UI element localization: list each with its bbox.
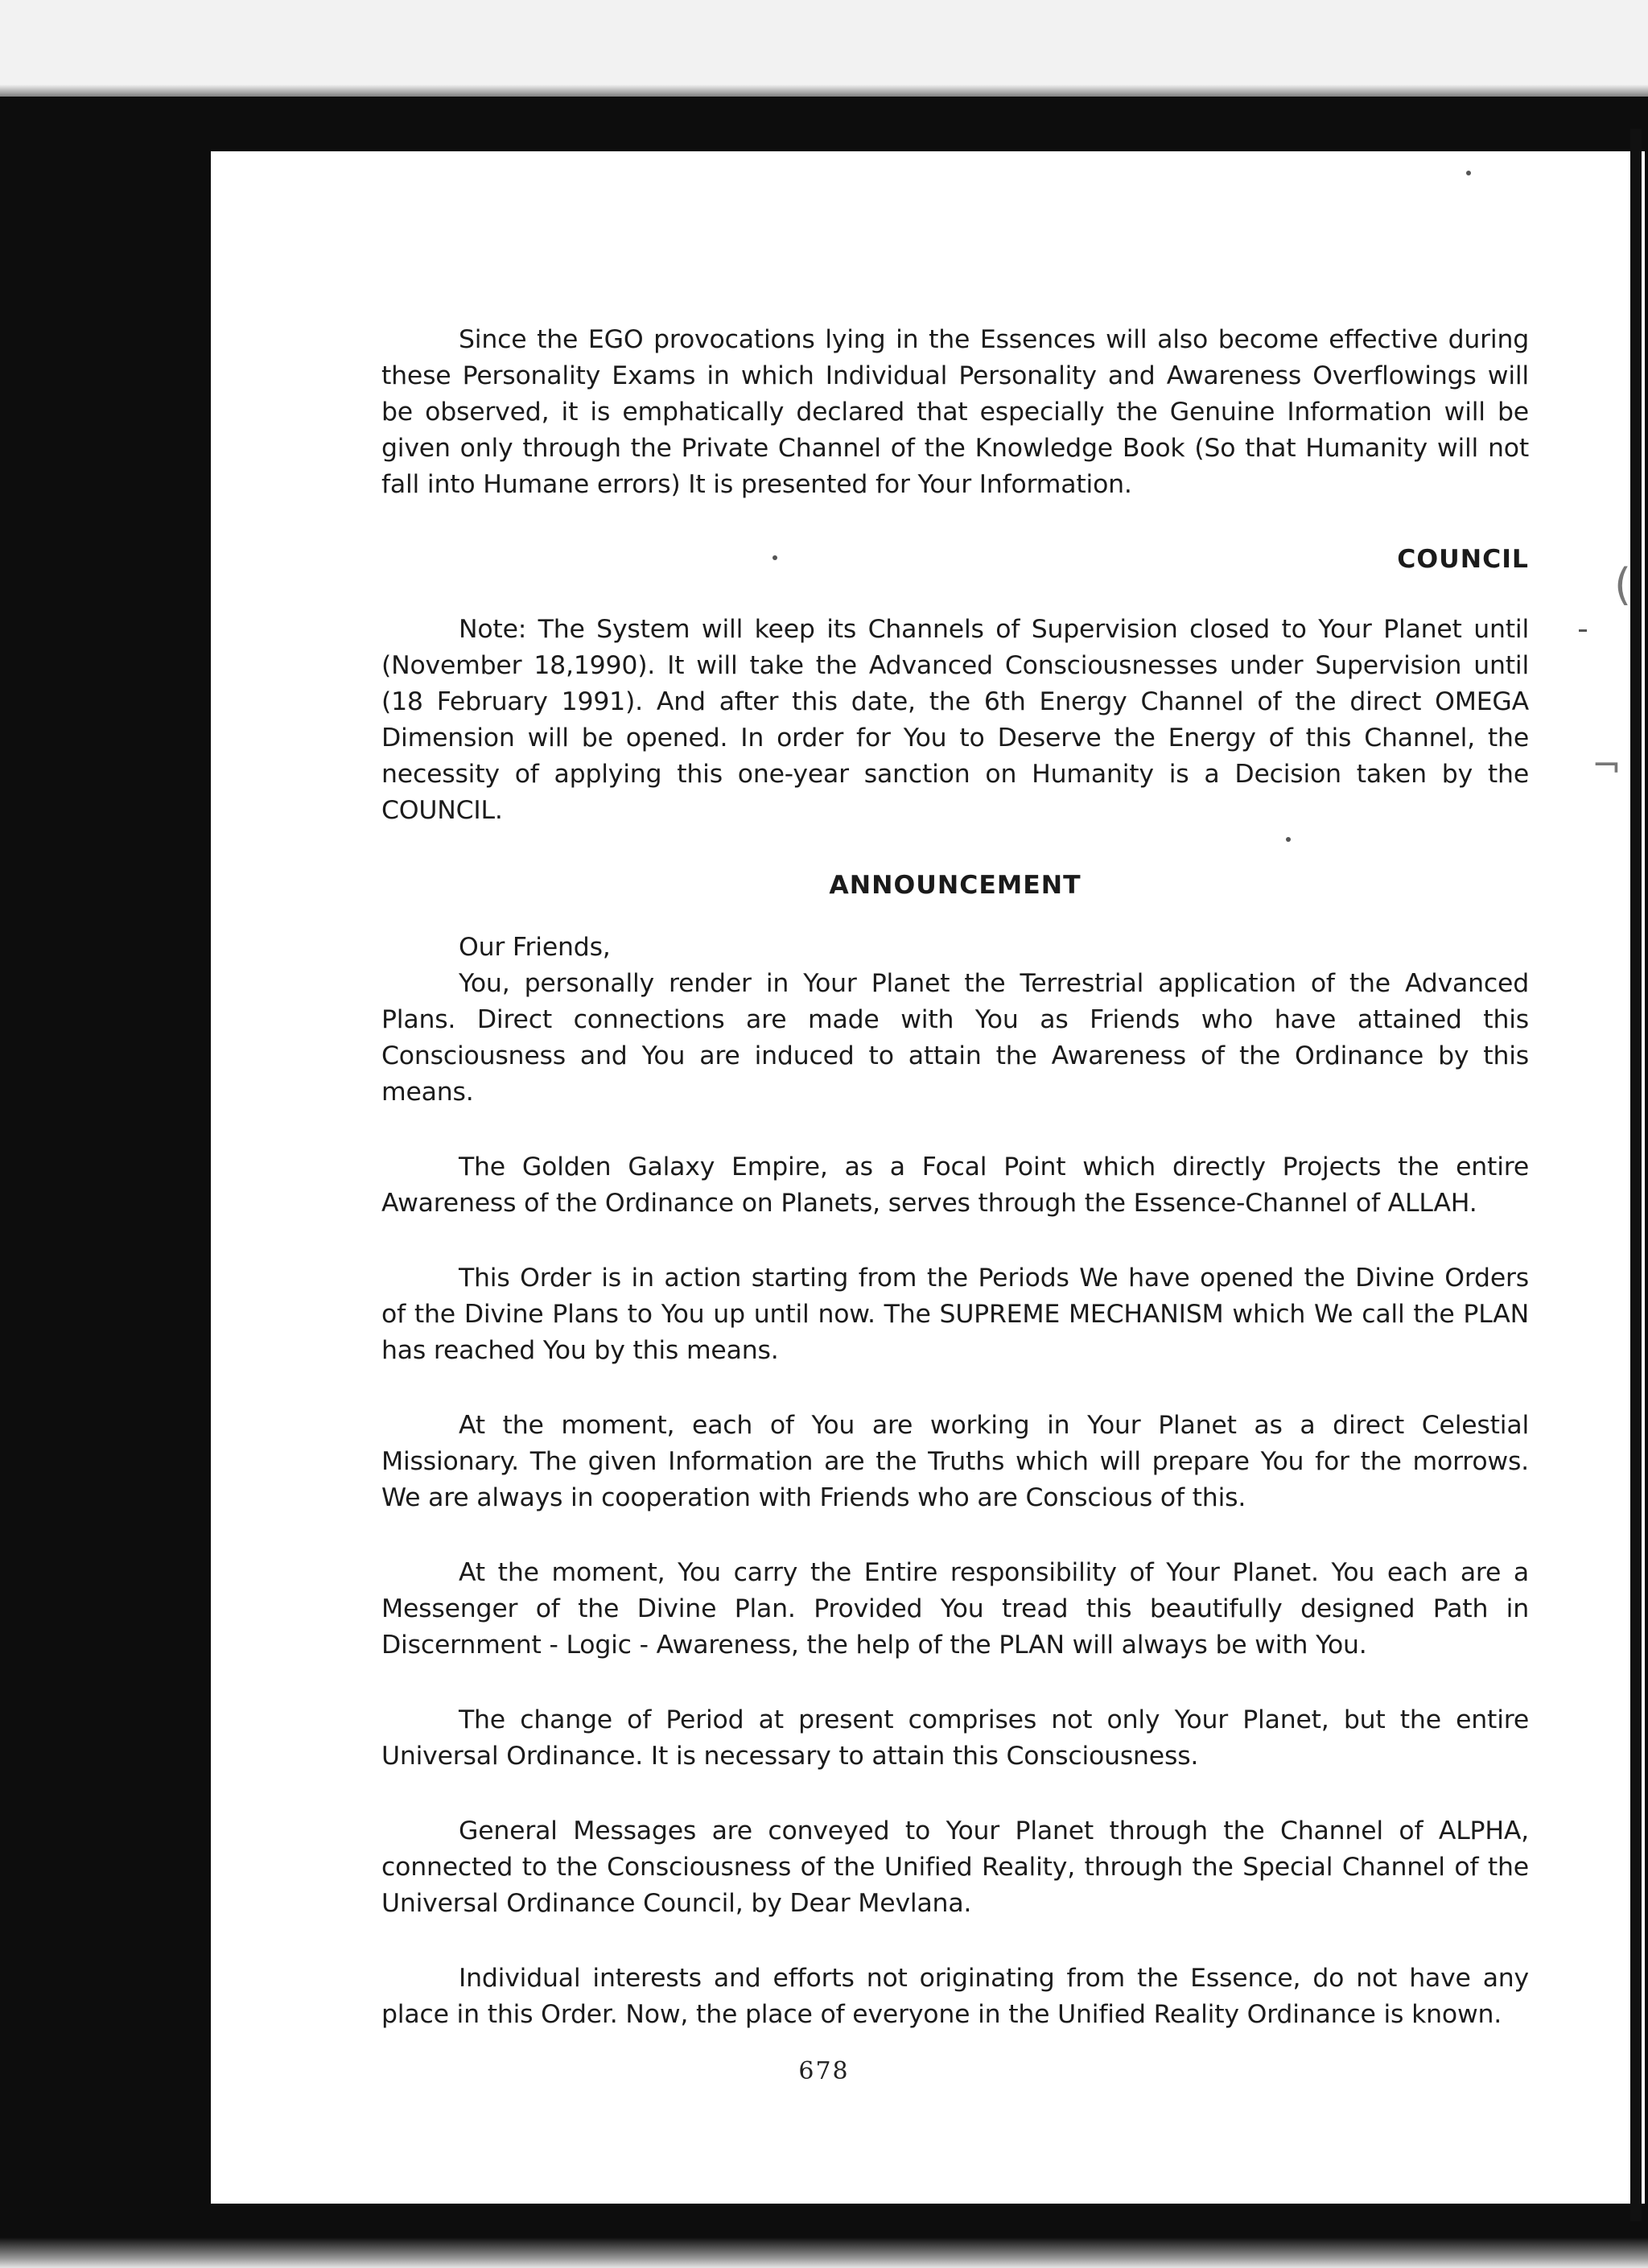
page-body [381, 322, 1529, 2072]
greeting-line: Our Friends, [459, 933, 611, 962]
paragraph-celestial-missionary: At the moment, each of You are working in Your Planet as a direct Celestial Missionary. The given Information are the Truths which will prepare You for the morrows. We are always in cooperation with Friends who are Conscious of this. [381, 1411, 1529, 1512]
scan-top-edge [0, 0, 1648, 97]
scan-speck [1579, 629, 1587, 632]
paragraph-change-of-period: The change of Period at present comprises not only Your Planet, but the entire Universal Ordinance. It is necessary to attain this Consciousness. [381, 1705, 1529, 1771]
paragraph-advanced-plans: You, personally render in Your Planet the Terrestrial application of the Advanced Plans. Direct connections are made with You as Friends who have attained this Consciousness and You are induced to attain the Awareness of the Ordinance by this means. [381, 969, 1529, 1107]
announcement-heading: ANNOUNCEMENT [829, 871, 1082, 900]
page-number: 678 [798, 2057, 850, 2085]
scan-bottom-edge [0, 2237, 1648, 2268]
paragraph-individual-interests: Individual interests and efforts not originating from the Essence, do not have any place in this Order. Now, the place of everyone in the Unified Reality Ordinance is known. [381, 1964, 1529, 2029]
scan-speck [1466, 171, 1471, 175]
page-right-edge [1630, 129, 1642, 2221]
paragraph-golden-galaxy: The Golden Galaxy Empire, as a Focal Point which directly Projects the entire Awareness of the Ordinance on Planets, serves through the Essence-Channel of ALLAH. [381, 1153, 1529, 1218]
paragraph-order-in-action: This Order is in action starting from the Periods We have opened the Divine Orders of the Divine Plans to You up until now. The SUPREME MECHANISM which We call the PLAN has reached You by this means. [381, 1264, 1529, 1365]
paragraph-ego-provocations: Since the EGO provocations lying in the Essences will also become effective during these Personality Exams in which Individual Personality and Awareness Overflowings will be observed, it is emphatically declared that especially the Genuine Information will be given only through the Private Channel of the Knowledge Book (So that Humanity will not fall into Humane errors) It is presented for Your Information. [381, 325, 1529, 499]
paragraph-responsibility: At the moment, You carry the Entire responsibility of Your Planet. You each are a Messenger of the Divine Plan. Provided You tread this beautifully designed Path in Discernment - Logic - Awareness, the help of the PLAN will always be with You. [381, 1558, 1529, 1660]
council-signature: COUNCIL [1397, 545, 1529, 574]
paragraph-note-supervision: Note: The System will keep its Channels of Supervision closed to Your Planet until (November 18,1990). It will take the Advanced Consciousnesses under Supervision until (18 February 1991). And after this date, the 6th Energy Channel of the direct OMEGA Dimension will be opened. In order for You to Deserve the Energy of this Channel, the necessity of applying this one-year sanction on Humanity is a Decision taken by the COUNCIL. [381, 615, 1529, 825]
paragraph-general-messages: General Messages are conveyed to Your Planet through the Channel of ALPHA, connected to the Consciousness of the Unified Reality, through the Special Channel of the Universal Ordinance Council, by Dear Mevlana. [381, 1816, 1529, 1918]
margin-hook-mark: ¬ [1592, 745, 1621, 786]
margin-bracket-mark: ( [1614, 559, 1632, 610]
